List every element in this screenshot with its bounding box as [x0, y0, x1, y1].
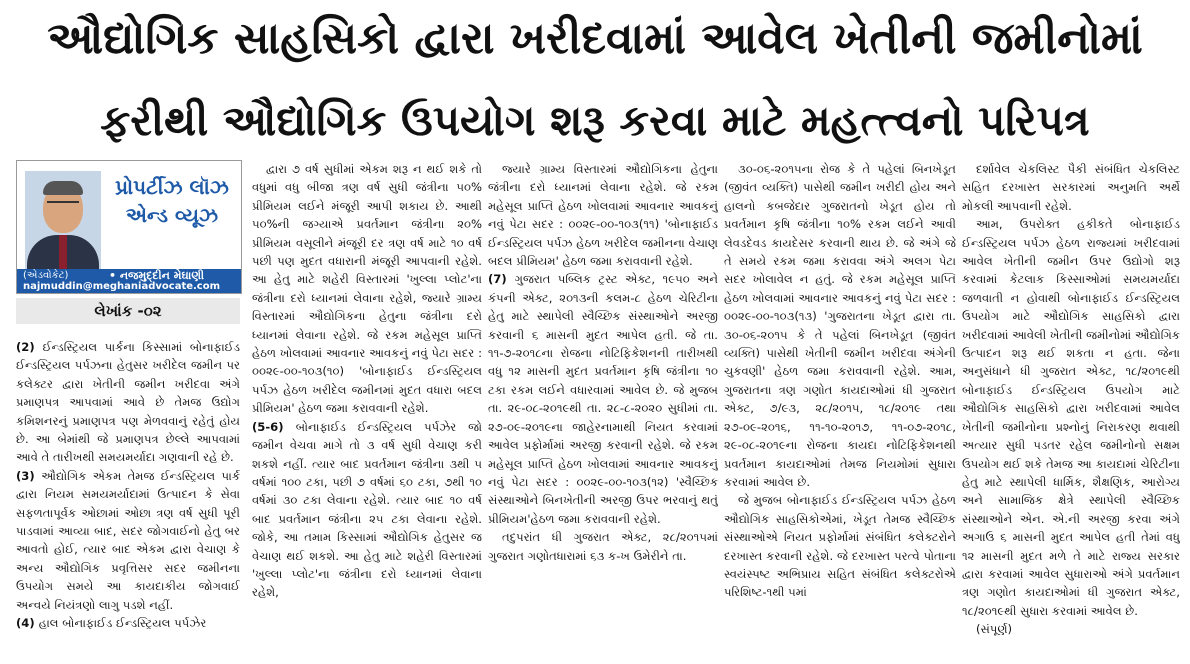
article-column-3: [488, 160, 718, 664]
paragraph: [252, 418, 482, 602]
paragraph: [488, 160, 718, 270]
paragraph: [252, 160, 482, 418]
paragraph-text: ૩૦-૦૬-૨૦૧૫ના રોજ કે તે પહેલાં બિનખેડૂત (જીવંત વ્યક્તિ) પાસેથી જમીન ખરીદી હોય અને હાલનો કબજેદાર ગુજરાતનો ખેડૂત હોય તો પ્રવર્તમાન કૃષિ જંત્રીના ૧૦% રકમ લઈને આવી લેવડદેવડ કાયદેસર કરવાની થાય છે. જે અંગે જે તે સમયે રકમ જમા કરાવવા અંગે અલગ પેટા સદર ખોલાવેલ ન હતું. જે રકમ મહેસૂલ પ્રાપ્તિ હેઠળ ખોલવામાં આવનાર આવકનું નવું પેટા સદર : ૦૦૨૯-૦૦-૧૦૩(૧૩) 'ગુજરાતના ખેડૂત દ્વારા તા. ૩૦-૦૬-૨૦૧૫ કે તે પહેલાં બિનખેડૂત (જીવંત વ્યક્તિ) પાસેથી ખેતીની જમીન ખરીદવા અંગેની ચુકવણી' હેઠળ જમા કરાવવાની રહેશે. આમ, ગુજરાતના ત્રણ ગણોત કાયદાઓમાં ધી ગુજરાત એક્ટ, ૭/૯૩, ૨૮/૨૦૧૫, ૧૮/૨૦૧૯ તથા ૨૭-૦૯-૨૦૧૬, ૧૧-૧૦-૨૦૧૭, ૧૧-૦૭-૨૦૧૮, ૨૯-૦૮-૨૦૧૯ના રોજના કાયદા નોટિફિકેશનથી પ્રવર્તમાન કાયદાઓમાં તેમજ નિયમોમાં સુધારા કરવામાં આવેલ છે.: [724, 162, 956, 489]
paragraph: [488, 270, 718, 528]
article-number: લેખાંક -૦૨: [16, 298, 240, 324]
paragraph-text: બોનાફાઈડ ઈન્ડસ્ટ્રિયલ પર્પઝેર જો જમીન વેચવા માગે તો ૩ વર્ષ સુધી વેચાણ કરી શકશે નહીં. ત્યાર બાદ પ્રવર્તમાન જંત્રીના ૩થી ૫ વર્ષમાં ૧૦૦ ટકા, પછી ૭ વર્ષમાં ૬૦ ટકા, ૭થી ૧૦ વર્ષમાં ૩૦ ટકા લેવાના રહેશે. ત્યાર બાદ ૧૦ વર્ષ બાદ પ્રવર્તમાન જંત્રીના ૨૫ ટકા લેવાના રહેશે. જોકે, આ તમામ કિસ્સામાં ઔદ્યોગિક હેતુસર જ વેચાણ થઈ શકશે. આ હેતુ માટે શહેરી વિસ્તારમાં 'ખુલ્લા પ્લોટ'ના જંત્રીના દરો ધ્યાનમાં લેવાના રહેશે,: [252, 419, 482, 600]
paragraph-text: ઈન્ડસ્ટ્રિયલ પાર્કના કિસ્સામાં બોનાફાઈડ ઈન્ડસ્ટ્રિયલ પર્પઝના હેતુસર ખરીદેલ જમીન પર કલેક્ટર દ્વારા ખેતીની જમીન ખરીદવા અંગે પ્રમાણપત્ર આપવામાં આવે છે તેમજ ઉદ્યોગ કમિશનરનું પ્રમાણપત્ર પણ મેળવવાનું રહેતું હોય છે. આ બેમાંથી જે પ્રમાણપત્ર છેલ્લે આપવામાં આવે તે તારીખથી સમયમર્યાદા ગણવાની રહે છે.: [16, 340, 240, 465]
paragraph-text: ગુજરાત પબ્લિક ટ્રસ્ટ એક્ટ, ૧૯૫૦ અને કંપની એક્ટ, ૨૦૧૩ની કલમ-૮ હેઠળ ચેરિટીના હેતુ માટે સ્થાપેલી સ્વૈચ્છિક સંસ્થાઓને અરજી કરવાની ૬ માસની મુદત આપેલ હતી. જે તા. ૧૧-૭-૨૦૧૮ના રોજના નોટિફિકેશનની તારીખથી વધુ ૧૨ માસની મુદત પ્રવર્તમાન કૃષિ જંત્રીના ૧૦ ટકા રકમ લઈને વધારવામાં આવેલ છે. જે મુજબ તા. ૨૯-૦૮-૨૦૧૯થી તા. ૨૮-૮-૨૦૨૦ સુધીમાં તા. ૨૭-૦૯-૨૦૧૯ના જાહેરનામાથી નિયત કરવામાં આવેલ પ્રફોર્મામાં અરજી કરવાની રહેશે. જે રકમ મહેસૂલ પ્રાપ્તિ હેઠળ ખોલવામાં આવનાર આવકનું નવું પેટા સદર : ૦૦૨૯-૦૦-૧૦૩(૧૨) 'સ્વૈચ્છિક સંસ્થાઓને બિનખેતીની અરજી ઉપર ભરવાનું થતું પ્રીમિયમ'હેઠળ જમા કરાવવાની રહેશે.: [488, 272, 718, 526]
paragraph: [16, 467, 240, 614]
article-column-2: [252, 160, 482, 664]
article-column-4: [724, 160, 956, 664]
paragraph: [16, 338, 240, 467]
paragraph-text: જ્યારે ગ્રામ્ય વિસ્તારમાં ઔદ્યોગિકના હેતુના જંત્રીના દરો ધ્યાનમાં લેવાના રહેશે. જે રકમ મહેસૂલ પ્રાપ્તિ હેઠળ ખોલવામાં આવનાર આવકનું નવું પેટા સદર : ૦૦૨૯-૦૦-૧૦૩(૧૧) 'બોનાફાઈડ ઈન્ડસ્ટ્રિયલ પર્પઝ હેઠળ ખરીદેલ જમીનના વેચાણ બદલ પ્રીમિયમ' હેઠળ જમા કરાવવાની રહેશે.: [488, 162, 718, 269]
paragraph-number: (5-6): [252, 419, 296, 434]
paragraph-number: (2): [16, 340, 43, 354]
paragraph: [724, 160, 956, 491]
article-column-5: [962, 160, 1180, 664]
paragraph: [724, 491, 956, 601]
paragraph-text: (સંપૂર્ણ): [976, 622, 1013, 637]
author-role: (એડવોકેટ): [23, 270, 69, 281]
paragraph: [962, 620, 1180, 638]
paragraph-number: (3): [16, 468, 42, 483]
paragraph-number: (4): [16, 616, 39, 631]
headline-line-1: ઔદ્યોગિક સાહસિકો દ્વારા ખરીદવામાં આવેલ ખેતીની જમીનોમાં: [47, 13, 1143, 64]
paragraph-text: હાલ બોનાફાઈડ ઈન્ડસ્ટ્રિયલ પર્પઝેર: [38, 616, 207, 631]
paragraph: [488, 528, 718, 565]
author-name: • નજમુદ્દીન મેઘાણી: [109, 269, 205, 282]
paragraph-text: દ્વારા ૭ વર્ષ સુધીમાં એકમ શરૂ ન થઈ શકે તો વધુમાં વધુ બીજા ત્રણ વર્ષ સુધી જંત્રીના ૫૦% પ્રીમિયમ લઈને મંજૂરી આપી શકાય છે. આથી ૫૦%ની જગ્યાએ પ્રવર્તમાન જંત્રીના ૨૦% પ્રીમિયમ વસૂલીને મંજૂરી દર ત્રણ વર્ષ માટે ૧૦ વર્ષ પછી પણ મુદત વધારાની મંજૂરી આપવાની રહેશે. આ હેતુ માટે શહેરી વિસ્તારમાં 'ખુલ્લા પ્લોટ'ના જંત્રીના દરો ધ્યાનમાં લેવાના રહેશે, જ્યારે ગ્રામ્ય વિસ્તારમાં ઔદ્યોગિકના હેતુના જંત્રીના દરો ધ્યાનમાં લેવાના રહેશે. જે રકમ મહેસૂલ પ્રાપ્તિ હેઠળ ખોલવામાં આવનાર આવકનું નવું પેટા સદર : ૦૦૨૯-૦૦-૧૦૩(૧૦) 'બોનાફાઈડ ઈન્ડસ્ટ્રિયલ પર્પઝ હેઠળ ખરીદેલ જમીનમાં મુદત વધારા બદલ પ્રીમિયમ' હેઠળ જમા કરાવવાની રહેશે.: [252, 162, 482, 416]
column-title: પ્રોપર્ટીઝ લૉઝ એન્ડ વ્યૂઝ: [115, 175, 229, 227]
author-email: najmuddin@meghaniadvocate.com: [23, 281, 221, 292]
paragraph: [16, 614, 240, 632]
paragraph-text: ઔદ્યોગિક એકમ તેમજ ઈન્ડસ્ટ્રિયલ પાર્ક દ્વારા નિયમ સમયમર્યાદામાં ઉત્પાદન કે સેવા સફળતાપૂર્વક ઓછામાં ઓછા ત્રણ વર્ષ સુધી પૂરી પાડવામાં આવ્યા બાદ, સદર જોગવાઈનો હેતુ બર આવતો હોઈ, ત્યાર બાદ એકમ દ્વારા વેચાણ કે અન્ય ઔદ્યોગિક પ્રવૃત્તિસર સદર જમીનના ઉપયોગ સમયે આ કાયદાકીય જોગવાઈ અન્વયે નિયંત્રણો લાગુ પડશે નહીં.: [16, 468, 240, 612]
paragraph-number: (7): [488, 272, 515, 287]
paragraph-text: જે મુજબ બોનાફાઈડ ઈન્ડસ્ટ્રિયલ પર્પઝ હેઠળ ઔદ્યોગિક સાહસિકોએમાં, ખેડૂત તેમજ સ્વૈચ્છિક સંસ્થાઓએ નિયત પ્રફોર્મામાં સંબંધિત કલેક્ટરોને દરખાસ્ત કરવાની રહેશે. જે દરખાસ્ત પરત્વે પોતાના સ્વયંસ્પષ્ટ અભિપ્રાય સહિત સંબંધિત કલેક્ટરોએ પરિશિષ્ટ-૧થી ૫માં: [724, 493, 956, 600]
headline-line-2: ફરીથી ઔદ્યોગિક ઉપયોગ શરૂ કરવા માટે મહત્ત્વનો પરિપત્ર: [100, 96, 1090, 145]
paragraph: [962, 215, 1180, 620]
paragraph-text: તદુપરાંત ધી ગુજરાત એક્ટ, ૨૮/૨૦૧૫માં ગુજરાત ગણોતધારામાં ૬૩ ક-ખ ઉમેરીને તા.: [488, 530, 718, 563]
paragraph-text: દર્શાવેલ ચેકલિસ્ટ પૈકી સંબંધિત ચેકલિસ્ટ સહિત દરખાસ્ત સરકારમાં અનુમતિ અર્થે મોકલી આપવાની રહેશે.: [962, 162, 1180, 213]
article-column-1: [16, 160, 240, 664]
paragraph: [962, 160, 1180, 215]
paragraph-text: આમ, ઉપરોક્ત હકીકતે બોનાફાઈડ ઈન્ડસ્ટ્રિયલ પર્પઝ હેઠળ રાજ્યમાં ખરીદવામાં આવેલ ખેતીની જમીન ઉપર ઉદ્યોગો શરૂ કરવામાં કેટલાક કિસ્સાઓમાં સમયમર્યાદા જળવાતી ન હોવાથી બોનાફાઈડ ઈન્ડસ્ટ્રિયલ ઉપયોગ માટે ઔદ્યોગિક સાહસિકો દ્વારા ખરીદવામાં આવેલી ખેતીની જમીનોમાં ઔદ્યોગિક ઉત્પાદન શરૂ થઈ શકતા ન હતા. જેના અનુસંધાને ધી ગુજરાત એક્ટ, ૧૮/૨૦૧૯થી બોનાફાઈડ ઈન્ડસ્ટ્રિયલ ઉપયોગ માટે ઔદ્યોગિક સાહસિકો દ્વારા ખરીદવામાં આવેલ ખેતીની જમીનોના પ્રશ્નોનું નિરાકરણ થવાથી અત્યાર સુધી પડતર રહેલ જમીનોનો સક્ષમ ઉપયોગ થઈ શકે તેમજ આ કાયદામાં ચેરિટીના હેતુ માટે સ્થાપેલી ધાર્મિક, શૈક્ષણિક, આરોગ્ય અને સામાજિક ક્ષેત્રે સ્થાપેલી સ્વૈચ્છિક સંસ્થાઓને એન. એ.ની અરજી કરવા અંગે અગાઉ ૬ માસની મુદત આપેલ હતી તેમાં વધુ ૧૨ માસની મુદત મળે તે માટે રાજ્ય સરકાર દ્વારા કરવામાં આવેલ સુધારાઓ અંગે પ્રવર્તમાન ત્રણ ગણોત કાયદાઓમાં ધી ગુજરાત એક્ટ, ૧૮/૨૦૧૯થી સુધારા કરવામાં આવેલ છે.: [962, 217, 1180, 618]
